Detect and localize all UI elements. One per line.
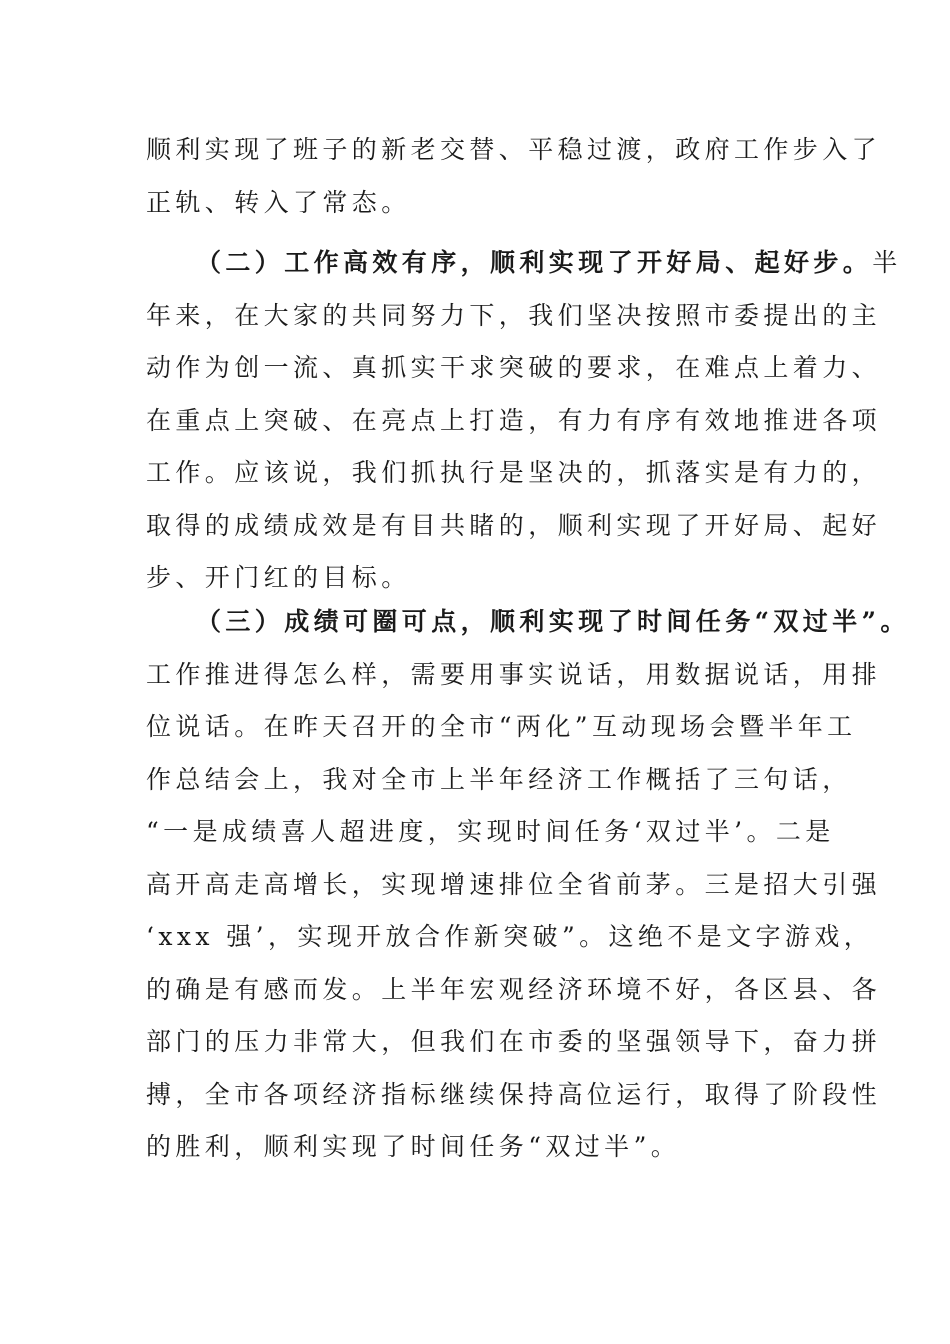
paragraph-line: 的确是有感而发。上半年宏观经济环境不好，各区县、各 xyxy=(146,974,882,1004)
paragraph-line: 在重点上突破、在亮点上打造，有力有序有效地推进各项 xyxy=(146,405,882,435)
paragraph-1 xyxy=(146,124,882,229)
paragraph-2 xyxy=(146,237,902,605)
paragraph-line: 顺利实现了班子的新老交替、平稳过渡，政府工作步入了 xyxy=(146,135,882,164)
paragraph-line: 的胜利，顺利实现了时间任务“双过半”。 xyxy=(146,1132,681,1161)
paragraph-3 xyxy=(146,596,910,1174)
paragraph-line: 年来，在大家的共同努力下，我们坚决按照市委提出的主 xyxy=(146,300,882,330)
paragraph-line: 作总结会上，我对全市上半年经济工作概括了三句话， xyxy=(146,764,852,794)
paragraph-line: ‘xxx 强’，实现开放合作新突破”。这绝不是文字游戏， xyxy=(146,922,874,951)
paragraph-line: 搏，全市各项经济指标继续保持高位运行，取得了阶段性 xyxy=(146,1079,882,1109)
paragraph-line: 取得的成绩成效是有目共睹的，顺利实现了开好局、起好 xyxy=(146,510,882,540)
paragraph-line: 动作为创一流、真抓实干求突破的要求，在难点上着力、 xyxy=(146,353,882,382)
paragraph-line: 工作。应该说，我们抓执行是坚决的，抓落实是有力的， xyxy=(146,458,882,487)
paragraph-line: “一是成绩喜人超进度，实现时间任务‘双过半’。二是 xyxy=(146,817,835,846)
section-heading: （三）成绩可圈可点，顺利实现了时间任务“双过半”。 xyxy=(196,607,910,636)
paragraph-line: 位说话。在昨天召开的全市“两化”互动现场会暨半年工 xyxy=(146,712,857,741)
paragraph-line: 步、开门红的目标。 xyxy=(146,563,411,592)
paragraph-line: 高开高走高增长，实现增速排位全省前茅。三是招大引强 xyxy=(146,869,882,899)
paragraph-first-line xyxy=(146,596,910,649)
paragraph-line-tail: 半 xyxy=(872,248,902,277)
paragraph-line: 正轨、转入了常态。 xyxy=(146,187,411,217)
paragraph-line: 工作推进得怎么样，需要用事实说话，用数据说话，用排 xyxy=(146,659,882,689)
paragraph-line: 部门的压力非常大，但我们在市委的坚强领导下，奋力拼 xyxy=(146,1027,882,1056)
paragraph-first-line xyxy=(146,237,902,290)
section-heading: （二）工作高效有序，顺利实现了开好局、起好步。 xyxy=(196,248,873,277)
